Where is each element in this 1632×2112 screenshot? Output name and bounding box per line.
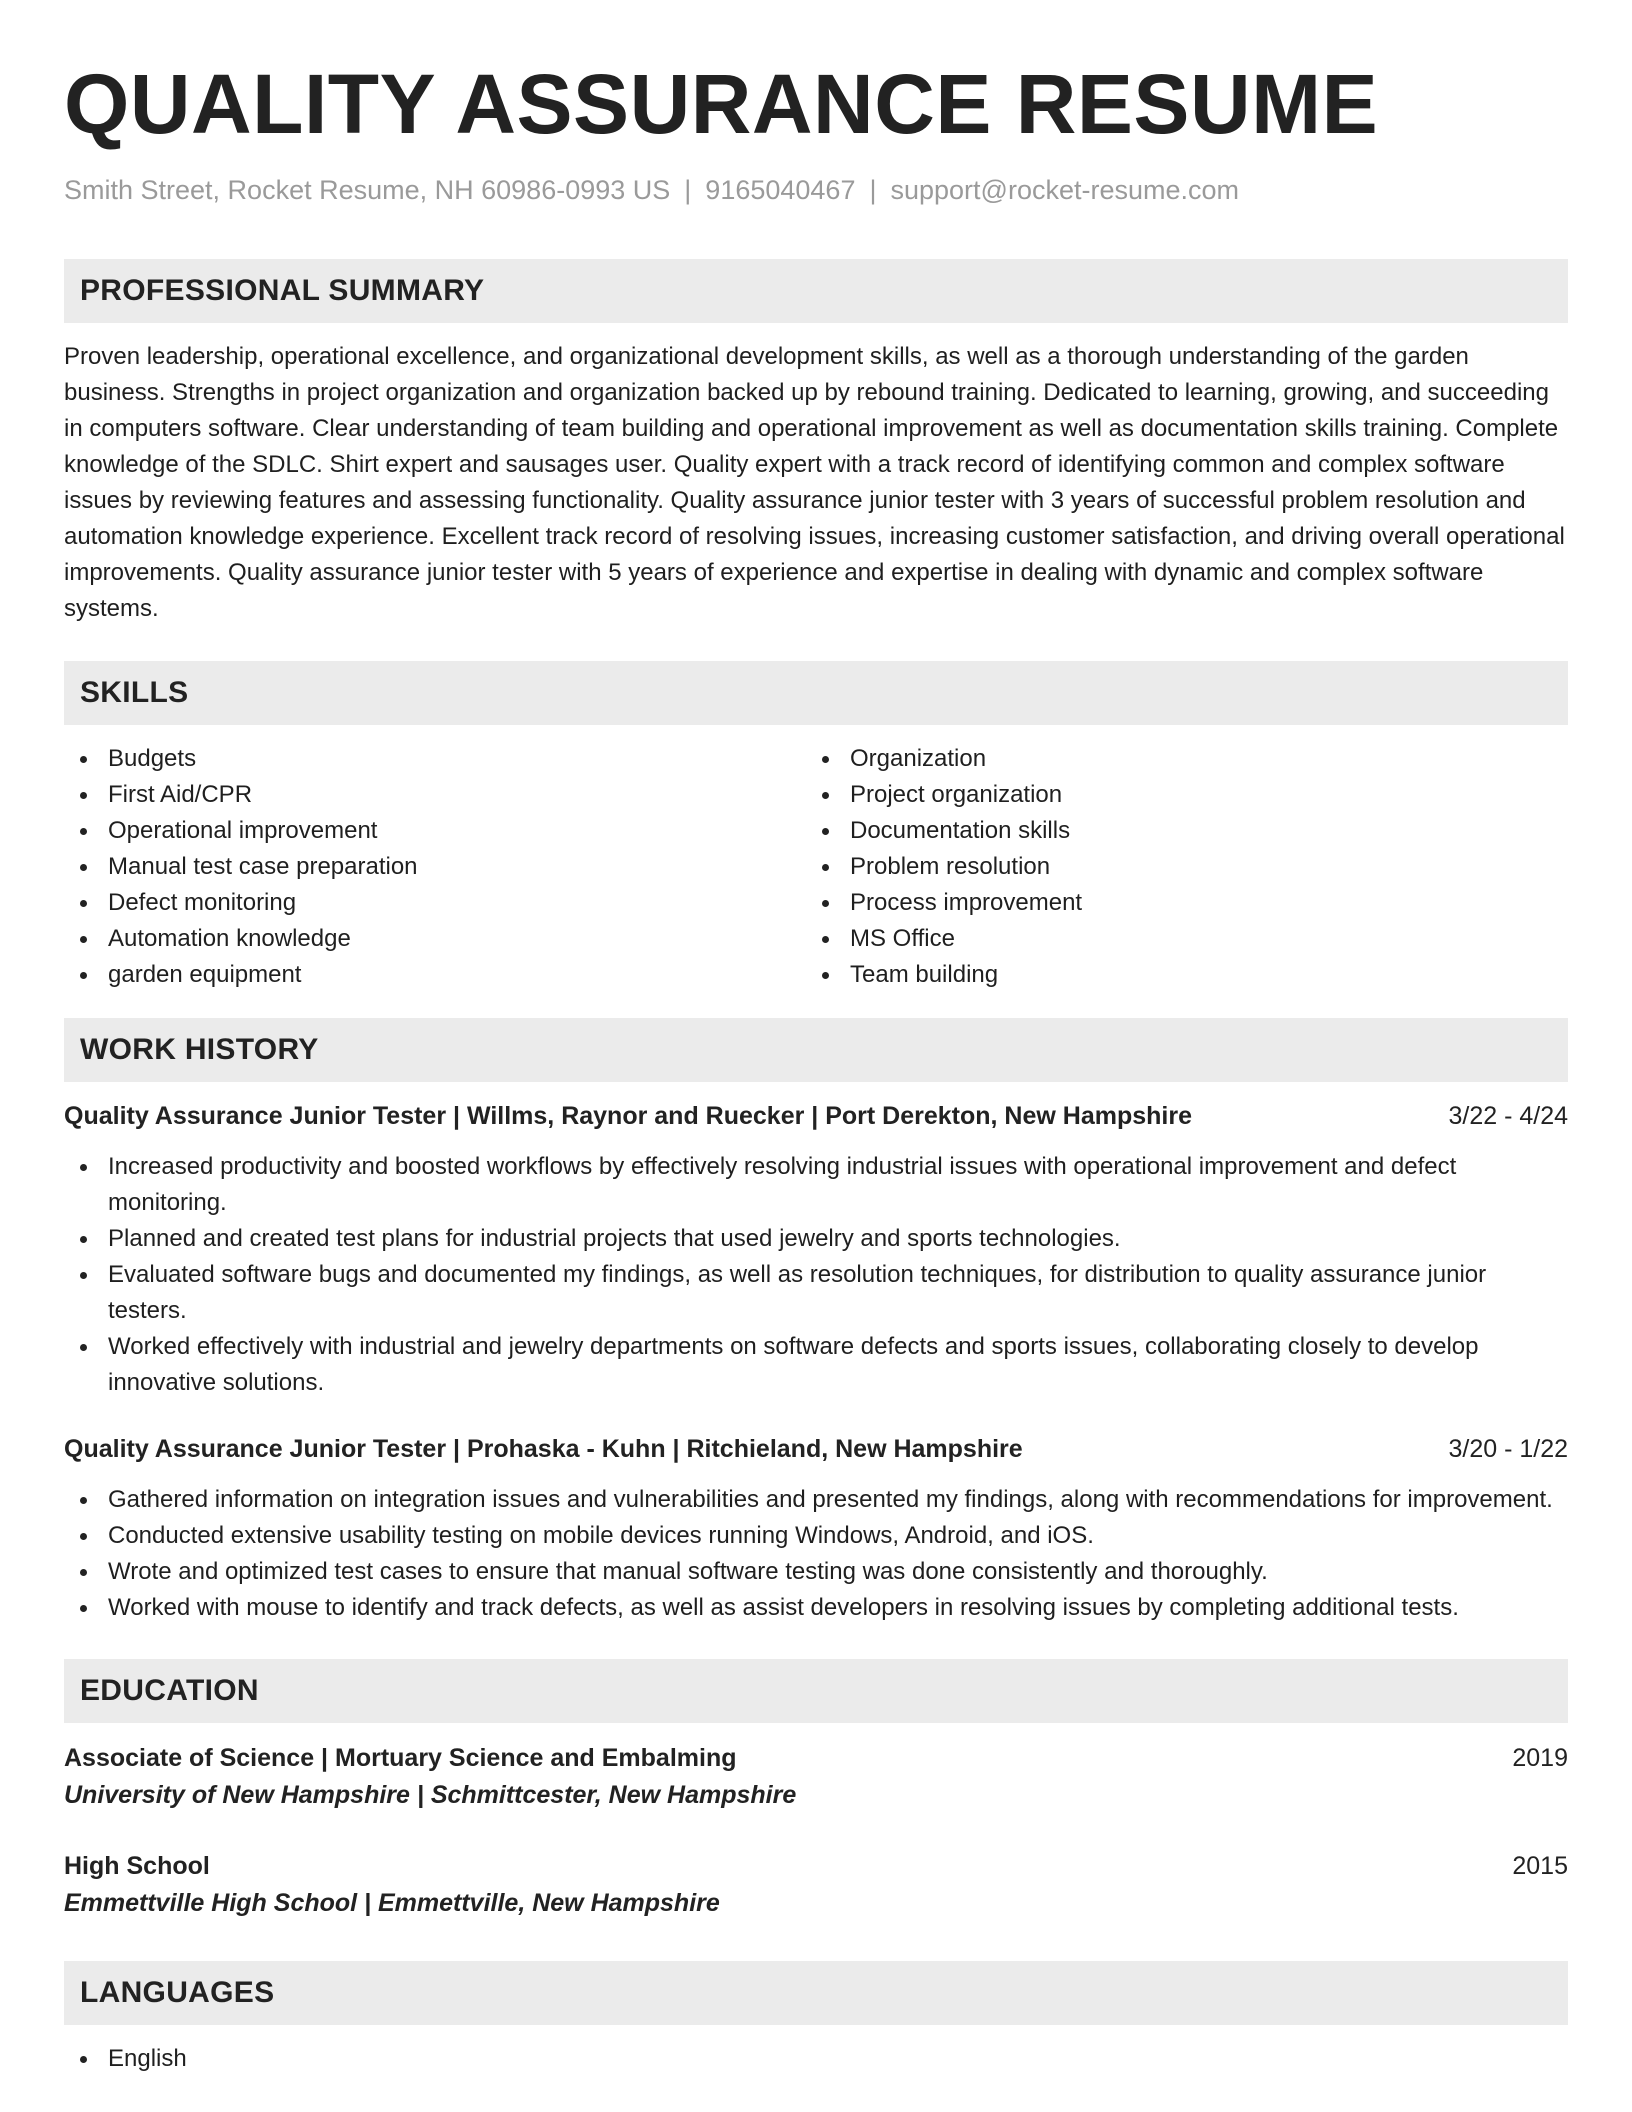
job-dates: 3/22 - 4/24 [1448, 1102, 1568, 1130]
summary-text: Proven leadership, operational excellence, and organizational development skills, as well as a thorough understanding of the garden business. Strengths in project organization and organization backed up by rebound training. Dedicated to learning, growing, and succeeding in computers software. Clear understanding of team building and operational improvement as well as documentation skills training. Complete knowledge of the SDLC. Shirt expert and sausages user. Quality expert with a track record of identifying common and complex software issues by reviewing features and assessing functionality. Quality assurance junior tester with 3 years of successful problem resolution and automation knowledge experience. Excellent track record of resolving issues, increasing customer satisfaction, and driving overall operational improvements. Quality assurance junior tester with 5 years of experience and expertise in dealing with dynamic and complex software systems. [64, 343, 1565, 622]
job-bullet: Gathered information on integration issues and vulnerabilities and presented my findings, along with recommendations for improvement. [64, 1482, 1568, 1518]
skills-list [64, 741, 1568, 993]
job-entry [64, 1432, 1568, 1626]
job-bullet: Conducted extensive usability testing on mobile devices running Windows, Android, and iOS. [64, 1518, 1568, 1554]
skill-item: garden equipment [64, 957, 806, 993]
education-header [64, 1849, 1568, 1883]
job-title: Quality Assurance Junior Tester | Prohaska - Kuhn | Ritchieland, New Hampshire [64, 1435, 1023, 1463]
section-title: LANGUAGES [80, 1976, 275, 2009]
job-title: Quality Assurance Junior Tester | Willms, Raynor and Ruecker | Port Derekton, New Hampshire [64, 1102, 1192, 1130]
skill-item: First Aid/CPR [64, 777, 806, 813]
education-degree: Associate of Science | Mortuary Science and Embalming [64, 1744, 737, 1772]
education-year: 2019 [1512, 1744, 1568, 1772]
contact-line [64, 172, 1568, 208]
job-header [64, 1099, 1568, 1133]
section-header-education [64, 1659, 1568, 1723]
contact-email: support@rocket-resume.com [890, 175, 1240, 205]
job-bullet: Planned and created test plans for industrial projects that used jewelry and sports technologies. [64, 1221, 1568, 1257]
contact-address: Smith Street, Rocket Resume, NH 60986-0993 US [64, 175, 671, 205]
job-bullet: Wrote and optimized test cases to ensure that manual software testing was done consistently and thoroughly. [64, 1554, 1568, 1590]
contact-phone: 9165040467 [705, 175, 856, 205]
skill-item: Defect monitoring [64, 885, 806, 921]
job-bullet: Worked effectively with industrial and jewelry departments on software defects and sports issues, collaborating closely to develop innovative solutions. [64, 1329, 1568, 1401]
education-year: 2015 [1512, 1852, 1568, 1880]
contact-separator: | [869, 175, 877, 205]
languages-list [64, 2041, 1568, 2077]
education-school: University of New Hampshire | Schmittcester, New Hampshire [64, 1781, 797, 1809]
skill-item: Budgets [64, 741, 806, 777]
skill-item: Documentation skills [806, 813, 1548, 849]
section-header-work-history [64, 1018, 1568, 1082]
skill-item: Operational improvement [64, 813, 806, 849]
resume-title: QUALITY ASSURANCE RESUME [64, 57, 1379, 151]
resume-page [64, 0, 1568, 2077]
skill-item: Problem resolution [806, 849, 1548, 885]
skill-item: Manual test case preparation [64, 849, 806, 885]
skill-item: Automation knowledge [64, 921, 806, 957]
education-header [64, 1741, 1568, 1775]
education-school: Emmettville High School | Emmettville, New Hampshire [64, 1889, 720, 1917]
section-title: PROFESSIONAL SUMMARY [80, 274, 485, 307]
skill-item: MS Office [806, 921, 1548, 957]
job-bullets [64, 1149, 1568, 1401]
skills-column-left [64, 741, 806, 993]
job-bullets [64, 1482, 1568, 1626]
skill-item: Team building [806, 957, 1548, 993]
contact-separator: | [684, 175, 692, 205]
skill-item: Organization [806, 741, 1548, 777]
section-header-summary [64, 259, 1568, 323]
skills-column-right [806, 741, 1548, 993]
job-bullet: Worked with mouse to identify and track defects, as well as assist developers in resolving issues by completing additional tests. [64, 1590, 1568, 1626]
section-title: WORK HISTORY [80, 1033, 319, 1066]
language-item: English [64, 2041, 1568, 2077]
job-dates: 3/20 - 1/22 [1448, 1435, 1568, 1463]
skill-item: Process improvement [806, 885, 1548, 921]
job-entry [64, 1099, 1568, 1401]
education-entry [64, 1741, 1568, 1815]
section-header-skills [64, 661, 1568, 725]
job-bullet: Evaluated software bugs and documented my findings, as well as resolution techniques, for distribution to quality assurance junior testers. [64, 1257, 1568, 1329]
education-degree: High School [64, 1852, 210, 1880]
job-bullet: Increased productivity and boosted workflows by effectively resolving industrial issues with operational improvement and defect monitoring. [64, 1149, 1568, 1221]
job-header [64, 1432, 1568, 1466]
section-title: SKILLS [80, 676, 189, 709]
section-title: EDUCATION [80, 1674, 259, 1707]
skill-item: Project organization [806, 777, 1548, 813]
education-entry [64, 1849, 1568, 1923]
section-header-languages [64, 1961, 1568, 2025]
